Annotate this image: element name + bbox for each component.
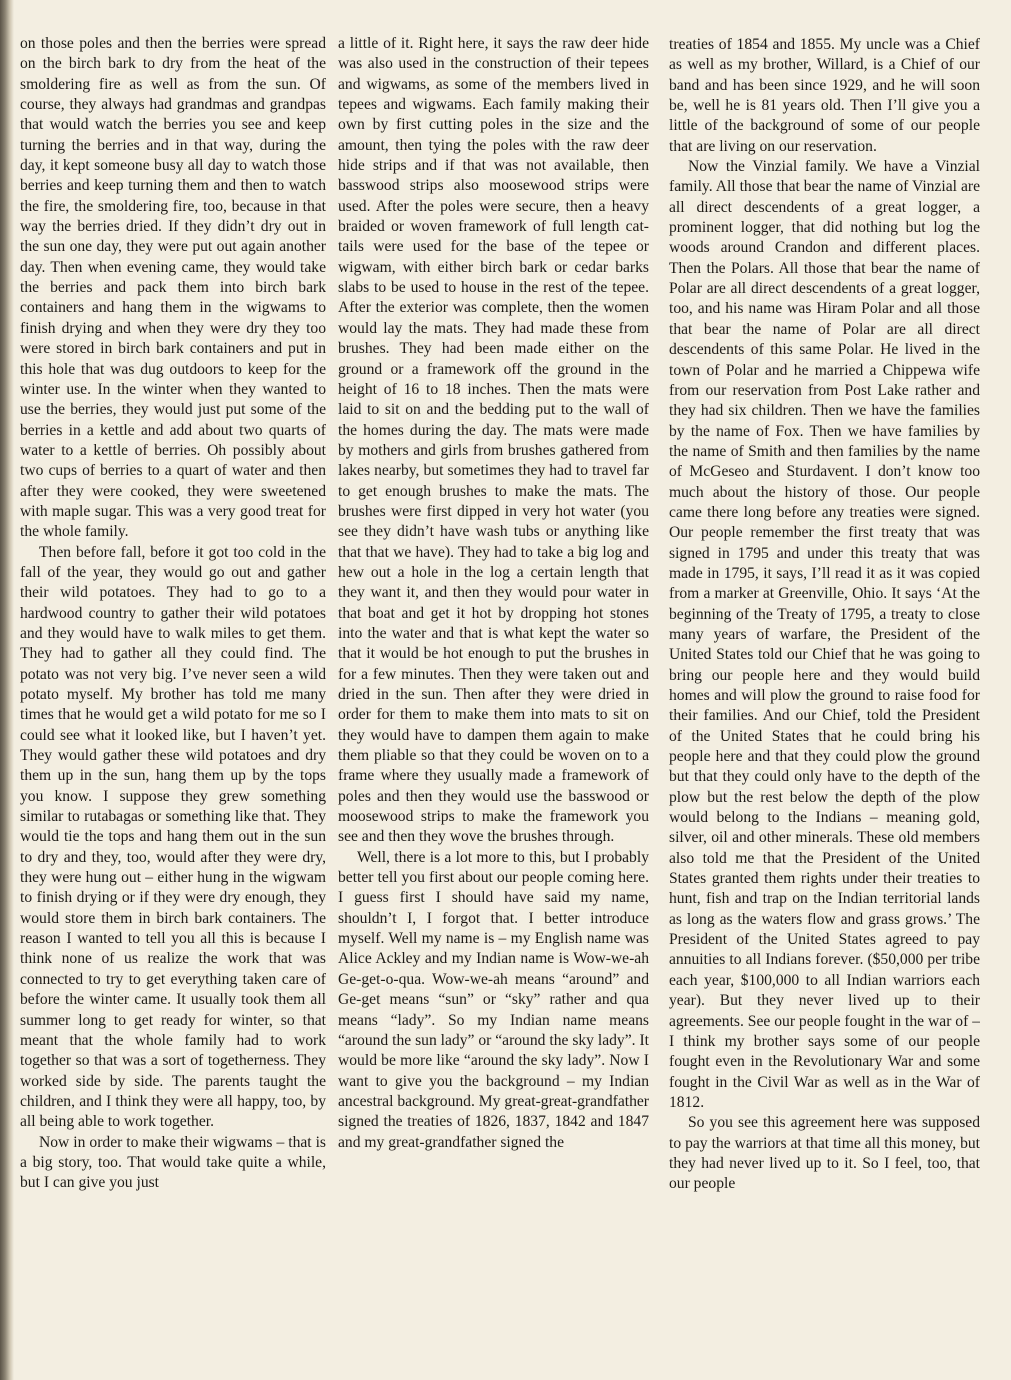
text-column-3 — [669, 35, 980, 1375]
paragraph: Then before fall, before it got too cold in the fall of the year, they would go out and gather their wild potatoes. They had to go to a hardwood country to gather their wild potatoes and they would have to walk miles to get them. They had to gather all they could find. The potato was not very big. I’ve never seen a wild potato myself. My brother has told me many times that he would get a wild potato for me so I could see what it looked like, but I haven’t yet. They would gather these wild potatoes and dry them up in the sun, hang them up by the tops you know. I suppose they grew something similar to rutabagas or something like that. They would tie the tops and hang them out in the sun to dry and they, too, would after they were dry, they were hung out – either hung in the wigwam to finish drying or if they were dry enough, they would store them in birch bark containers. The reason I wanted to tell you all this is because I think none of us realize the work that was connected to try to get everything taken care of before the winter came. It usually took them all summer long to get ready for winter, so that meant that the whole family had to work together so that was a sort of togetherness. They worked side by side. The parents taught the children, and I think they were all happy, too, by all being able to work together. — [20, 543, 326, 1131]
text-column-1 — [20, 34, 326, 1374]
paragraph: treaties of 1854 and 1855. My uncle was a Chief as well as my brother, Willard, is a Chief of our band and has been since 1929, and he will soon be, well he is 81 years old. Then I’ll give you a little of the background of some of our people that are living on our reservation. — [669, 36, 980, 155]
binding-gutter — [0, 0, 14, 1380]
paragraph: a little of it. Right here, it says the raw deer hide was also used in the construction of their tepees and wigwams, as some of the members lived in tepees and wigwams. Each family making their own by first cutting poles in the size and the amount, then tying the poles with the raw deer hide strips and if that was not available, then basswood strips also moosewood strips were used. After the poles were secure, then a heavy braided or woven framework of full length cattails were used for the base of the tepee or wigwam, with either birch bark or cedar barks slabs to be used to house in the rest of the tepee. After the exterior was complete, then the women would lay the mats. They had made these from brushes. They had been made either on the ground or a framework off the ground in the height of 16 to 18 inches. Then the mats were laid to sit on and the bedding put to the wall of the homes during the day. The mats were made by mothers and girls from brushes gathered from lakes nearby, but sometimes they had to travel far to get enough brushes to make the mats. The brushes were first dipped in very hot water (you see they didn’t have wash tubs or anything like that that we have). They had to take a big log and hew out a hole in the log a certain length that they want it, and then they would pour water in that boat and get it hot by dropping hot stones into the water and that is what kept the water so that it would be hot enough to put the brushes in for a few minutes. Then they were taken out and dried in the sun. Then after they were dried in order for them to make them into mats to sit on they would have to dampen them again to make them pliable so that they could be woven on to a frame where they usually made a framework of poles and then they would use the basswood or moosewood strips to make the framework you see and then they wove the brushes through. — [338, 35, 649, 846]
text-column-2 — [338, 34, 649, 1374]
paragraph: So you see this agreement here was supposed to pay the warriors at that time all this money, but they had never lived up to it. So I feel, too, that our people — [669, 1114, 980, 1193]
paragraph: Well, there is a lot more to this, but I probably better tell you first about our people coming here. I guess first I should have said my name, shouldn’t I, I forgot that. I better introduce myself. Well my name is – my English name was Alice Ackley and my Indian name is Wow-we-ah Ge-get-o-qua. Wow-we-ah means “around” and Ge-get means “sun” or “sky” rather and qua means “lady”. So my Indian name means “around the sun lady” or “around the sky lady”. It would be more like “around the sky lady”. Now I want to give you the background – my Indian ancestral background. My great-great-grandfather signed the treaties of 1826, 1837, 1842 and 1847 and my great-grandfather signed the — [338, 848, 649, 1151]
paragraph: Now the Vinzial family. We have a Vinzial family. All those that bear the name of Vinzial are all direct descendents of a great logger, a prominent logger, that did nothing but log the woods around Crandon and different places. Then the Polars. All those that bear the name of Polar are all direct descendents of a great logger, too, and his name was Hiram Polar and all those that bear the name of Polar are all direct descendents of this same Polar. He lived in the town of Polar and he married a Chippewa wife from our reservation from Post Lake rather and they had six children. Then we have the families by the name of Fox. Then we have families by the name of Smith and then families by the name of McGeseo and Sturdavent. I don’t know too much about the history of those. Our people came there long before any treaties were signed. Our people remember the first treaty that was signed in 1795 and under this treaty that was made in 1795, it says, I’ll read it as it was copied from a marker at Greenville, Ohio. It says ‘At the beginning of the Treaty of 1795, a treaty to close many years of warfare, the President of the United States told our Chief that he was going to bring our people here and they would build homes and will plow the ground to raise food for their families. And our Chief, told the President of the United States that he could bring his people here and that they could plow the ground but that they could only have to the depth of the plow but the rest below the depth of the plow would belong to the Indians – meaning gold, silver, oil and other minerals. These old members also told me that the President of the United States granted them rights under their treaties to hunt, fish and trap on the Indian territorial lands as long as the waters flow and grass grows.’ The President of the United States agreed to pay annuities to all Indians forever. ($50,000 per tribe each year, $100,000 to all Indian warriors each year). But they never lived up to their agreements. See our people fought in the war of – I think my brother says some of our people fought even in the Revolutionary War and some fought in the Civil War as well as in the War of 1812. — [669, 158, 980, 1111]
paragraph: Now in order to make their wigwams – that is a big story, too. That would take quite a while, but I can give you just — [20, 1133, 326, 1192]
paragraph: on those poles and then the berries were spread on the birch bark to dry from the heat of the smoldering fire as well as from the sun. Of course, they always had grandmas and grandpas that would watch the berries you see and keep turning the berries and in that way, during the day, it kept someone busy all day to watch those berries and keep turning them and then to watch the fire, the smoldering fire, too, because in that way the berries dried. If they didn’t dry out in the sun one day, they were put out again another day. Then when evening came, they would take the berries and pack them into birch bark containers and hang them in the wigwams to finish drying and when they were dry they too were stored in birch bark containers and put in this hole that was dug outdoors to keep for the winter use. In the winter when they wanted to use the berries, they would just put some of the berries in a kettle and add about two quarts of water to a kettle of berries. Oh possibly about two cups of berries to a quart of water and then after they were cooked, they were sweetened with maple sugar. This was a very good treat for the whole family. — [20, 35, 326, 541]
